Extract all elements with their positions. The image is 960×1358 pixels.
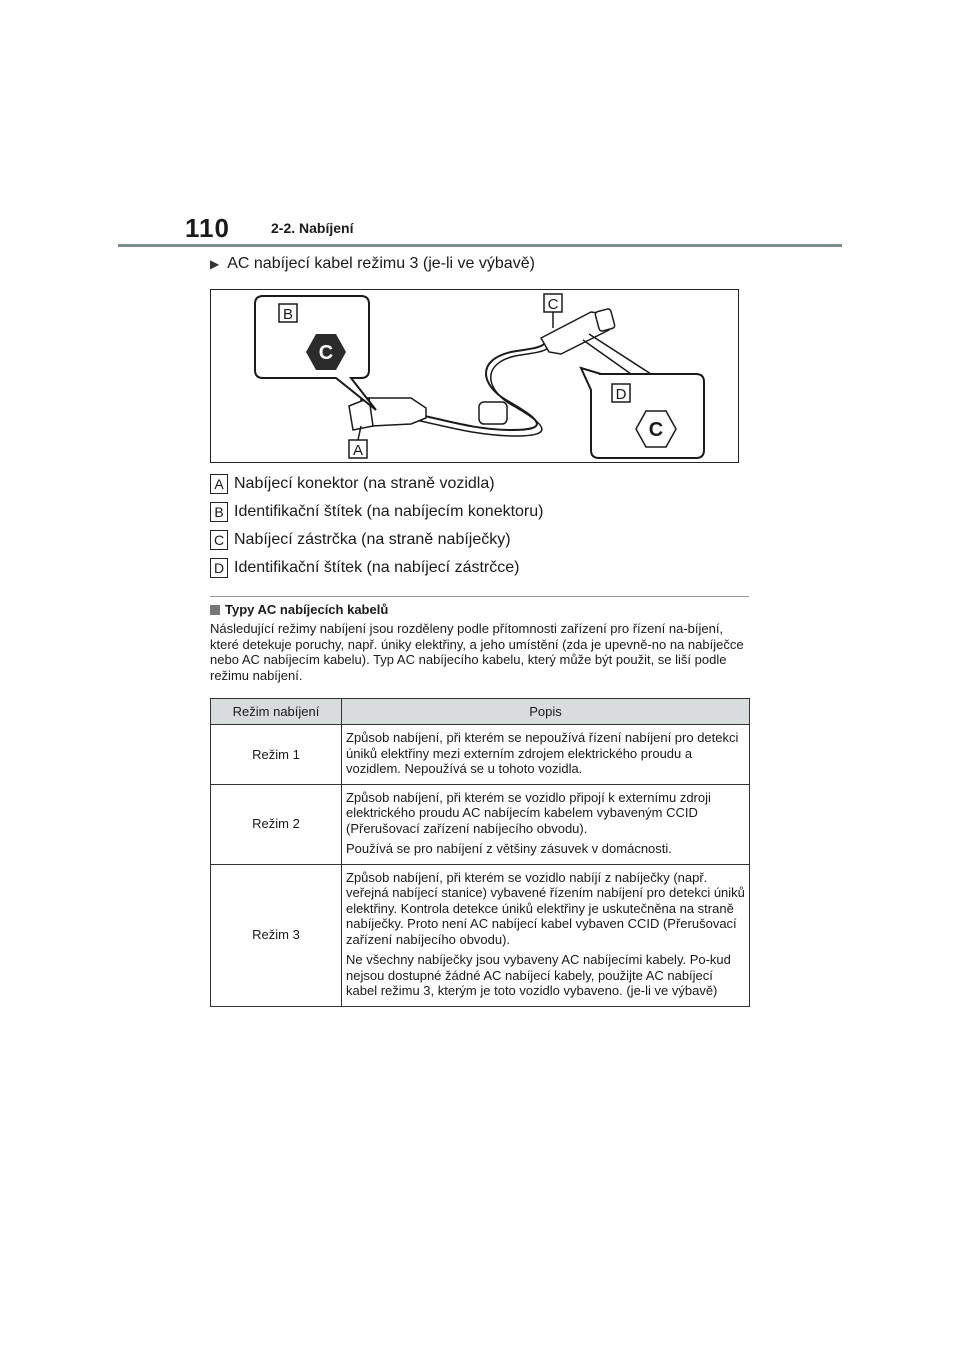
callout-letter-d: D (615, 386, 627, 403)
leader-line (589, 334, 651, 374)
table-header-row (211, 699, 750, 725)
cable-diagram (211, 290, 740, 464)
table-row (211, 725, 750, 785)
subsection-heading-text: Typy AC nabíjecích kabelů (225, 602, 389, 617)
subsection-heading (210, 602, 388, 617)
legend-text: Nabíjecí konektor (na straně vozidla) (234, 475, 495, 492)
legend-item (210, 498, 543, 526)
section-divider (210, 596, 749, 597)
legend-item (210, 554, 543, 582)
page-number: 110 (185, 213, 230, 243)
legend-key: A (210, 474, 228, 494)
legend-key: B (210, 502, 228, 522)
section-title: 2-2. Nabíjení (271, 220, 354, 236)
column-header-description: Popis (342, 699, 750, 725)
description-text: Způsob nabíjení, při kterém se vozidlo nabíjí z nabíječky (např. veřejná nabíjecí stanice) vybavené řízením nabíjení pro detekci úniků elektřiny. Kontrola detekce úniků elektřiny je uskutečněna na straně nabíječky. Proto není AC nabíjecí kabel vybaven CCID (Přerušovací zařízení nabíjecího obvodu). (346, 869, 745, 947)
legend-item (210, 470, 543, 498)
callout-letter-c: C (547, 296, 559, 313)
description-text: Ne všechny nabíječky jsou vybaveny AC nabíjecími kabely. Po-kud nejsou dostupné žádné AC nabíjecí kabely, použijte AC nabíjecí kabel režimu 3, kterým je toto vozidlo vybaveno. (je-li ve výbavě) (346, 952, 731, 998)
cable-control-box (479, 402, 507, 424)
mode-cell: Režim 2 (211, 784, 342, 864)
description-cell (342, 784, 750, 864)
description-text: Používá se pro nabíjení z většiny zásuvek v domácnosti. (346, 841, 672, 856)
description-cell (342, 864, 750, 1006)
callout-letter-a: A (352, 442, 364, 459)
intro-paragraph: Následující režimy nabíjení jsou rozděleny podle přítomnosti zařízení pro řízení na-bíjení, které detekuje poruchy, např. úniky elektřiny, a jeho umístění (zda je upevně-no na nabíječce nebo AC nabíjecím kabelu). Typ AC nabíjecího kabelu, který může být použit, se liší podle režimu nabíjení. (210, 621, 744, 683)
legend-text: Identifikační štítek (na nabíjecím konektoru) (234, 503, 544, 520)
table-row (211, 784, 750, 864)
mode-cell: Režim 3 (211, 864, 342, 1006)
column-header-mode: Režim nabíjení (211, 699, 342, 725)
legend-text: Nabíjecí zástrčka (na straně nabíječky) (234, 531, 511, 548)
identification-label-symbol: C (648, 419, 664, 441)
cable-illustration (210, 289, 739, 463)
header-divider (118, 244, 842, 247)
charging-modes-table (210, 698, 750, 1007)
description-cell (342, 725, 750, 785)
callout-bubble-d (581, 368, 704, 458)
table-row (211, 864, 750, 1006)
callout-letter-b: B (282, 306, 294, 323)
legend-item (210, 526, 543, 554)
description-text: Způsob nabíjení, při kterém se nepoužívá řízení nabíjení pro detekci úniků elektřiny mezi externím zdrojem elektrického proudu a vozidlem. Nepoužívá se u tohoto vozidla. (346, 730, 739, 776)
legend-key: C (210, 530, 228, 550)
identification-label-symbol: C (318, 342, 334, 364)
legend-list (210, 470, 543, 582)
legend-text: Identifikační štítek (na nabíjecí zástrčce) (234, 559, 520, 576)
square-bullet-icon (210, 605, 220, 615)
legend-key: D (210, 558, 228, 578)
figure-heading-text: AC nabíjecí kabel režimu 3 (je-li ve výbavě) (227, 255, 535, 272)
figure-heading (210, 255, 535, 273)
mode-cell: Režim 1 (211, 725, 342, 785)
arrow-right-icon: ▶ (210, 257, 220, 271)
description-text: Způsob nabíjení, při kterém se vozidlo připojí k externímu zdroji elektrického proudu AC nabíjecím kabelem vybaveným CCID (Přerušovací zařízení nabíjecího obvodu). (346, 789, 711, 836)
